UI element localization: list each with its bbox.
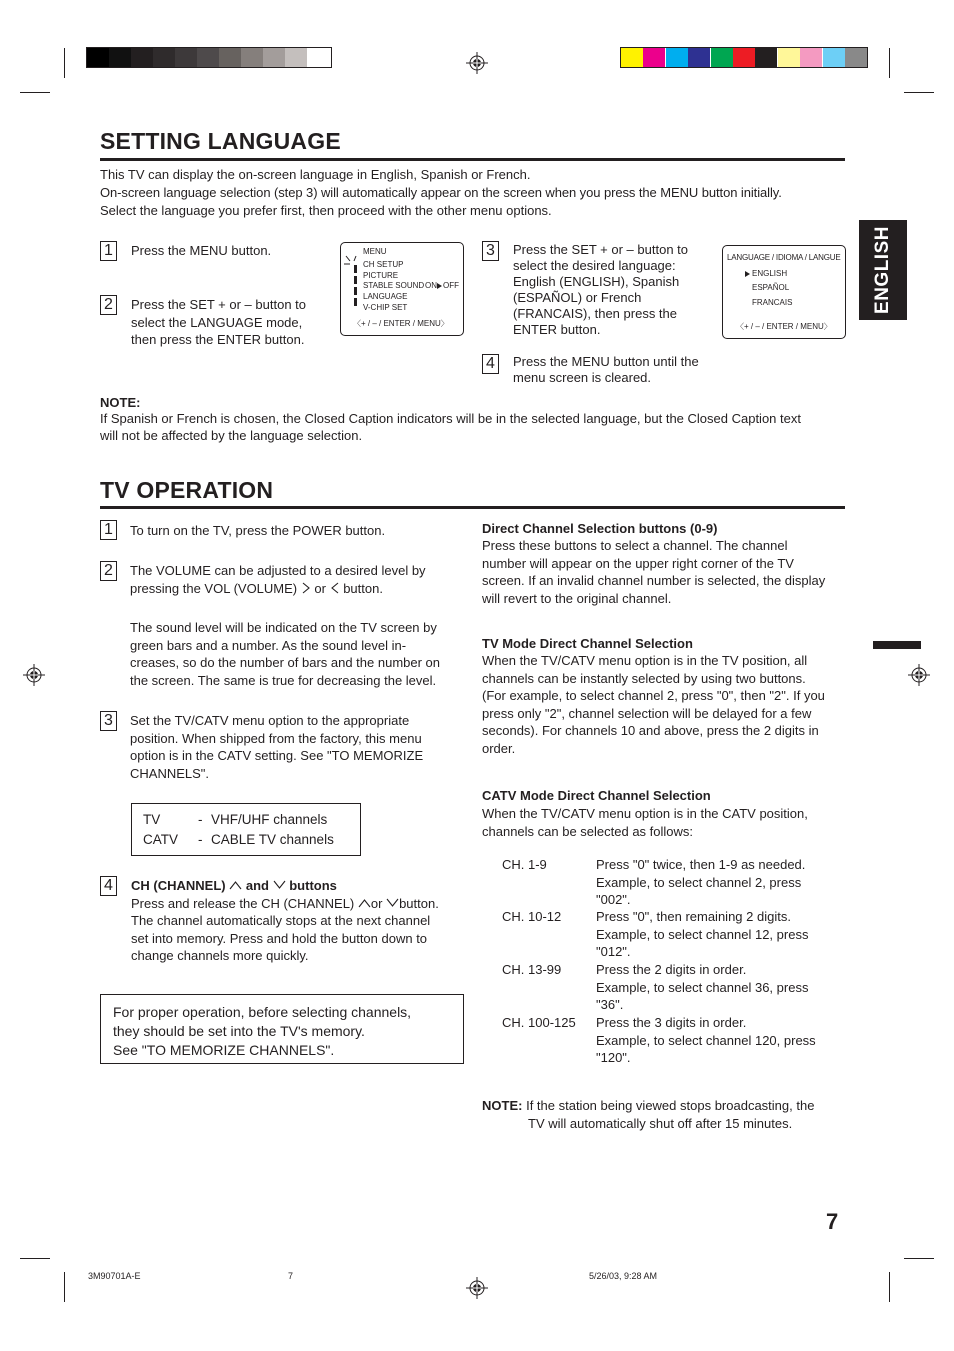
step-line-part: or	[314, 580, 326, 596]
intro-line: On-screen language selection (step 3) will automatically appear on the screen when you press the MENU button initially.	[100, 185, 782, 200]
catv-mode-heading: CATV Mode Direct Channel Selection	[482, 788, 711, 803]
step-line-part: button.	[399, 895, 439, 911]
note-label: NOTE:	[482, 1098, 523, 1113]
step-line: position. When shipped from the factory, this menu	[130, 730, 422, 746]
step-line: select the LANGUAGE mode,	[131, 314, 303, 330]
color-swatch	[688, 48, 710, 67]
mode-desc: VHF/UHF channels	[211, 812, 328, 827]
gray-swatch	[241, 48, 263, 67]
catv-range: CH. 100-125	[502, 1015, 576, 1030]
tv-operation-title: TV OPERATION	[100, 477, 274, 503]
gray-swatch	[87, 48, 109, 67]
chevron-down-icon	[386, 898, 399, 908]
para-line: creases, so do the number of bars and the number on	[130, 655, 441, 670]
crop-mark	[20, 1258, 50, 1259]
note-line	[482, 1097, 852, 1115]
menu-item: STABLE SOUND	[363, 281, 425, 290]
gray-swatch	[219, 48, 241, 67]
catv-line: Press "0" twice, then 1-9 as needed.	[596, 857, 806, 872]
step-number: 2	[100, 561, 117, 581]
step-text	[130, 562, 460, 597]
direct-channel-text	[482, 537, 852, 607]
chevron-down-icon	[273, 880, 286, 890]
catv-instructions	[596, 856, 846, 909]
box-line: they should be set into the TV's memory.	[113, 1023, 365, 1039]
step-line: Set the TV/CATV menu option to the appropriate	[130, 713, 410, 728]
catv-range: CH. 13-99	[502, 962, 562, 977]
tv-mode-text	[482, 652, 852, 757]
registration-mark-icon	[466, 52, 488, 74]
catv-line: Example, to select channel 12, press	[596, 926, 809, 942]
step-line: The VOLUME can be adjusted to a desired level by	[130, 563, 426, 578]
step-text	[130, 712, 460, 782]
step-number: 1	[100, 520, 117, 540]
footer-page: 7	[288, 1271, 294, 1281]
channel-heading	[131, 877, 466, 895]
memorize-text	[113, 1003, 411, 1060]
step-text	[131, 296, 331, 349]
para-line: order.	[482, 740, 516, 756]
footer-code: 3M90701A-E	[88, 1271, 141, 1281]
para-line: the screen. The same is true for decreasing the level.	[130, 672, 437, 688]
menu-item: V-CHIP SET	[363, 303, 408, 312]
mode-label: CATV	[143, 832, 179, 847]
direct-channel-heading: Direct Channel Selection buttons (0-9)	[482, 521, 718, 536]
step-line: (ESPAÑOL) or French	[513, 290, 642, 305]
catv-line: Press "0", then remaining 2 digits.	[596, 909, 791, 924]
gray-swatch	[197, 48, 219, 67]
para-line: number will appear on the upper right corner of the TV	[482, 555, 794, 571]
menu-screen-illustration	[340, 242, 464, 336]
gray-swatch	[175, 48, 197, 67]
language-screen-illustration	[722, 245, 846, 339]
mode-label: TV	[143, 812, 161, 827]
catv-line: Press the 2 digits in order.	[596, 962, 747, 977]
step-text: Press the MENU button.	[131, 243, 272, 258]
step-number: 1	[100, 241, 117, 261]
para-line: seconds). For channels 10 and above, press the 2 digits in	[482, 723, 819, 738]
para-line: channels can be selected as follows:	[482, 823, 694, 839]
para-line: green bars and a number. As the sound level in-	[130, 637, 407, 653]
menu-bullet	[354, 276, 357, 284]
box-line: For proper operation, before selecting channels,	[113, 1004, 412, 1020]
menu-on-label: ON	[425, 281, 437, 290]
mode-dash: -	[198, 832, 203, 847]
para-line: screen. If an invalid channel number is selected, the display	[482, 573, 826, 588]
step-number: 3	[100, 711, 117, 731]
catv-instructions	[596, 1014, 846, 1067]
crop-mark	[889, 48, 890, 78]
step-line	[130, 580, 460, 598]
gray-swatch	[263, 48, 285, 67]
mode-desc: CABLE TV channels	[211, 832, 334, 847]
step-text: To turn on the TV, press the POWER button.	[130, 523, 386, 538]
para-line: When the TV/CATV menu option is in the CATV position,	[482, 806, 808, 821]
step-number: 4	[482, 354, 499, 374]
note-text	[100, 411, 860, 444]
gray-swatch	[153, 48, 175, 67]
registration-mark-icon	[466, 1277, 488, 1299]
catv-range: CH. 1-9	[502, 857, 547, 872]
gray-swatch	[131, 48, 153, 67]
heading-part: CH (CHANNEL)	[131, 878, 226, 893]
chevron-up-icon	[358, 898, 371, 908]
step-number: 2	[100, 295, 117, 315]
step-number: 4	[100, 876, 117, 896]
crop-mark	[20, 92, 50, 93]
chevron-right-icon	[301, 582, 311, 594]
color-swatch	[711, 48, 733, 67]
step-line: ENTER button.	[513, 322, 601, 337]
section-rule	[100, 158, 845, 161]
intro-line: This TV can display the on-screen language in English, Spanish or French.	[100, 167, 531, 182]
step-line: option is in the CATV setting. See "TO MEMORIZE	[130, 748, 424, 763]
menu-bullet	[354, 265, 357, 273]
language-option: ESPAÑOL	[752, 283, 790, 292]
step-text	[513, 242, 713, 338]
section-rule	[100, 506, 845, 509]
para-line: Press these buttons to select a channel. The channel	[482, 538, 788, 553]
page-number: 7	[826, 1209, 839, 1234]
crop-mark	[64, 48, 65, 78]
language-side-tab	[859, 220, 907, 320]
menu-bullet	[354, 287, 357, 295]
color-swatch	[845, 48, 867, 67]
registration-mark-icon	[23, 664, 45, 686]
cursor-arrow-icon	[344, 254, 360, 268]
sound-level-paragraph	[130, 619, 470, 689]
step-line: then press the ENTER button.	[131, 332, 305, 347]
menu-item: PICTURE	[363, 271, 399, 280]
step-line: (FRANCAIS), then press the	[513, 306, 677, 321]
step-line: The channel automatically stops at the next channel	[131, 913, 431, 928]
heading-part: and	[245, 878, 269, 893]
para-line: The sound level will be indicated on the TV screen by	[130, 620, 437, 635]
menu-item: CH SETUP	[363, 260, 404, 269]
catv-line: Example, to select channel 120, press	[596, 1032, 816, 1048]
step-line: set into memory. Press and hold the button down to	[131, 930, 428, 946]
color-swatch	[666, 48, 688, 67]
catv-line: "002".	[596, 892, 631, 907]
crop-mark	[904, 92, 934, 93]
menu-bullet	[354, 298, 357, 306]
gray-swatch	[285, 48, 307, 67]
tv-catv-mode-box	[131, 803, 361, 856]
menu-item: LANGUAGE	[363, 292, 408, 301]
step-number: 3	[482, 241, 499, 261]
step-line: Press the MENU button until the	[513, 354, 699, 369]
catv-instructions	[596, 908, 846, 961]
crop-mark	[904, 1258, 934, 1259]
box-line: See "TO MEMORIZE CHANNELS".	[113, 1042, 335, 1058]
color-swatch	[643, 48, 665, 67]
color-swatch	[823, 48, 845, 67]
step-text	[513, 354, 733, 386]
catv-line: Press the 3 digits in order.	[596, 1015, 747, 1030]
catv-range: CH. 10-12	[502, 909, 562, 924]
chevron-up-icon	[229, 880, 242, 890]
heading-part: buttons	[289, 878, 337, 893]
setting-language-title: SETTING LANGUAGE	[100, 128, 341, 154]
menu-screen-title: MENU	[363, 247, 387, 256]
step-line: Press the SET + or – button to	[513, 242, 688, 257]
gray-swatch	[307, 48, 329, 67]
color-swatch	[621, 48, 643, 67]
catv-instructions	[596, 961, 846, 1014]
step-line-part: button.	[343, 580, 383, 596]
step-line	[131, 895, 466, 913]
step-line-part: or	[370, 895, 383, 911]
catv-line: Example, to select channel 2, press	[596, 874, 802, 890]
para-line: (For example, to select channel 2, press "0", then "2". If you	[482, 688, 825, 703]
language-option: FRANCAIS	[752, 298, 793, 307]
language-tab-label: ENGLISH	[872, 226, 893, 314]
para-line: When the TV/CATV menu option is in the TV position, all	[482, 653, 808, 668]
step-line: menu screen is cleared.	[513, 370, 652, 385]
color-swatch	[755, 48, 777, 67]
note-line-part: If the station being viewed stops broadcasting, the	[526, 1098, 815, 1113]
language-screen-title: LANGUAGE / IDIOMA / LANGUE	[727, 253, 841, 262]
step-line: change channels more quickly.	[131, 948, 309, 963]
crop-mark	[889, 1272, 890, 1302]
note-line: If Spanish or French is chosen, the Closed Caption indicators will be in the selected language, but the Closed Caption text	[100, 411, 801, 426]
step-line-part: pressing the VOL (VOLUME)	[130, 580, 298, 596]
shutoff-note	[482, 1097, 852, 1132]
play-arrow-icon	[437, 283, 442, 289]
color-swatch	[733, 48, 755, 67]
catv-line: Example, to select channel 36, press	[596, 979, 809, 995]
catv-line: "120".	[596, 1050, 631, 1065]
note-line: TV will automatically shut off after 15 minutes.	[528, 1115, 793, 1131]
step-line: English (ENGLISH), Spanish	[513, 274, 680, 289]
gray-swatch	[109, 48, 131, 67]
menu-screen-footer: 〈+ / – / ENTER / MENU〉	[353, 319, 449, 328]
play-arrow-icon	[745, 271, 750, 277]
crop-mark	[64, 1272, 65, 1302]
color-swatch	[800, 48, 822, 67]
step-line: CHANNELS".	[130, 765, 210, 781]
step-line: select the desired language:	[513, 258, 676, 273]
thumb-index-bar	[873, 641, 921, 649]
intro-line: Select the language you prefer first, then proceed with the other menu options.	[100, 203, 552, 218]
step-line: Press the SET + or – button to	[131, 297, 306, 312]
step-line-part: Press and release the CH (CHANNEL)	[131, 895, 355, 911]
catv-line: "012".	[596, 944, 631, 959]
catv-line: "36".	[596, 997, 624, 1012]
footer-date: 5/26/03, 9:28 AM	[589, 1271, 658, 1281]
language-option: ENGLISH	[752, 269, 788, 278]
para-line: will revert to the original channel.	[482, 590, 672, 606]
chevron-left-icon	[330, 582, 340, 594]
step-text	[131, 877, 466, 965]
color-swatch	[778, 48, 800, 67]
registration-mark-icon	[908, 664, 930, 686]
para-line: channels can be instantly selected by using two buttons.	[482, 670, 806, 686]
menu-off-label: OFF	[443, 281, 459, 290]
language-screen-footer: 〈+ / – / ENTER / MENU〉	[736, 322, 832, 331]
memorize-channels-box	[100, 994, 464, 1064]
catv-mode-text	[482, 805, 852, 840]
note-line: will not be affected by the language selection.	[100, 427, 363, 443]
tv-mode-heading: TV Mode Direct Channel Selection	[482, 636, 693, 651]
para-line: press only "2", channel selection will be delayed for a few	[482, 705, 812, 721]
mode-dash: -	[198, 812, 203, 827]
note-label: NOTE:	[100, 395, 141, 410]
